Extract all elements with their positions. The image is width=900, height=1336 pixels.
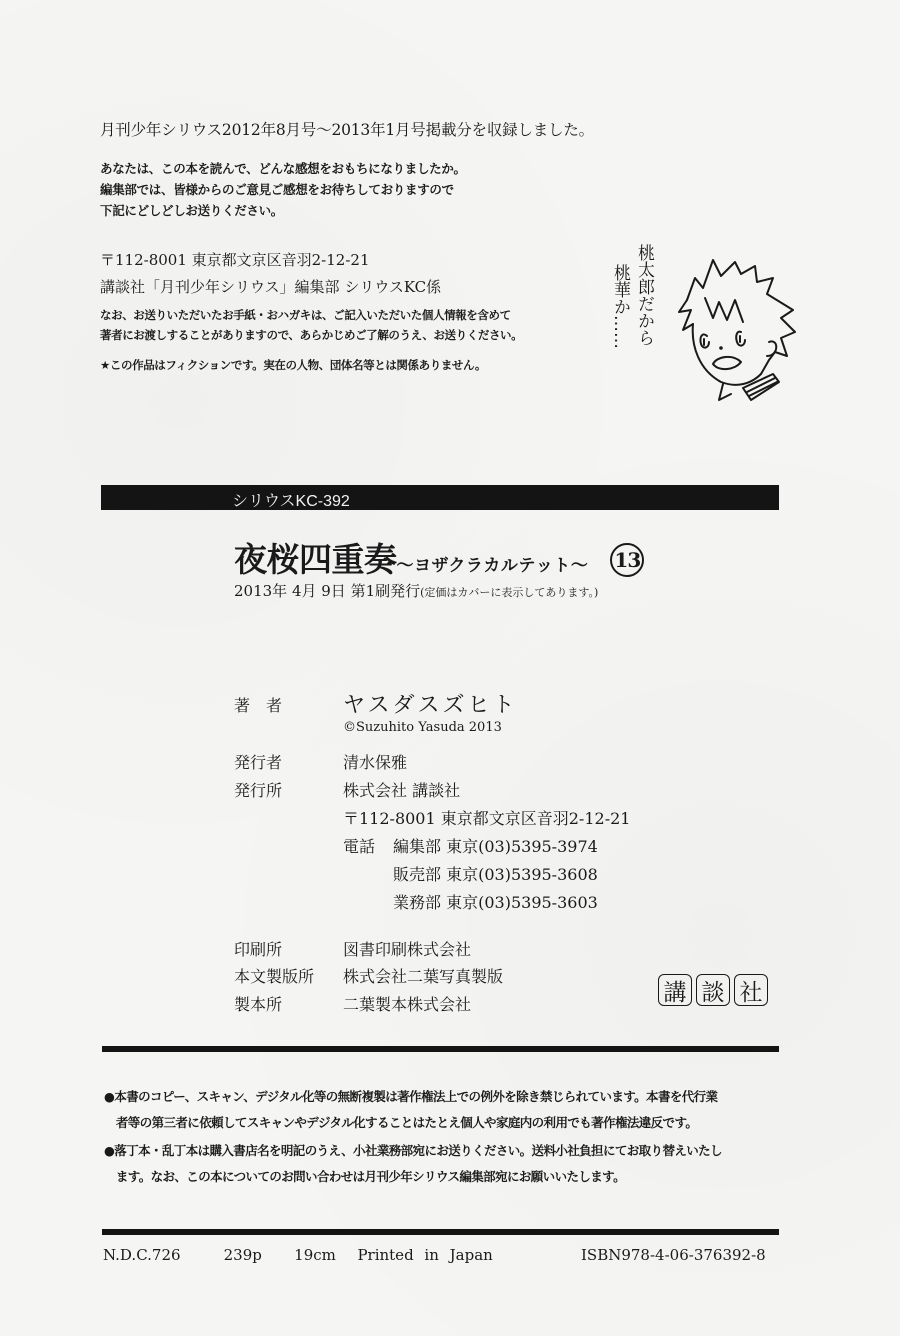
mailing-department: 講談社「月刊少年シリウス」編集部 シリウスKC係: [100, 278, 442, 296]
phone-dept: 販売部: [393, 865, 442, 884]
logo-char: 談: [696, 974, 730, 1006]
author-label: 著 者: [234, 696, 283, 715]
plate-maker-name: 株式会社二葉写真製版: [343, 967, 504, 986]
series-number: シリウスKC-392: [232, 493, 350, 510]
phone-row-operations: [393, 890, 598, 913]
price-note: (定価はカバーに表示してあります。): [420, 586, 599, 599]
phone-dept: 編集部: [393, 837, 442, 856]
publisher-person: 清水保雅: [343, 753, 408, 772]
author-name: ヤスダスズヒト: [343, 693, 518, 718]
publisher-name: 株式会社 講談社: [343, 781, 461, 800]
phone-dept: 業務部: [393, 893, 442, 912]
ndc-code: N.D.C.726: [103, 1246, 181, 1264]
title-main: 夜桜四重奏: [234, 540, 397, 579]
publication-date: [234, 580, 598, 601]
title-subtitle: 〜ヨザクラカルテット〜: [396, 556, 589, 576]
binder-label: 製本所: [234, 995, 283, 1014]
book-size: 19cm: [294, 1246, 336, 1264]
privacy-line: 著者にお渡しすることがありますので、あらかじめご了解のうえ、お送りください。: [100, 328, 523, 342]
logo-char: 講: [658, 974, 692, 1006]
sketch-caption-right: 桃太郎だから: [634, 244, 654, 346]
invite-line: あなたは、この本を読んで、どんな感想をおもちになりましたか。: [100, 161, 466, 176]
defect-replacement-notice: [104, 1138, 722, 1190]
binder-name: 二葉製本株式会社: [343, 995, 472, 1014]
divider-rule: [102, 1229, 779, 1235]
invite-line: 下記にどしどしお送りください。: [100, 203, 284, 218]
sketch-caption-left: 桃華か……: [610, 264, 630, 349]
author-sketch-illustration: [595, 238, 810, 408]
first-print-date: 2013年 4月 9日 第1刷発行: [234, 582, 421, 600]
book-title: [234, 534, 644, 581]
kodansha-logo: [658, 974, 768, 1006]
printer-name: 図書印刷株式会社: [343, 940, 472, 959]
bibliographic-info: [103, 1246, 493, 1264]
fiction-disclaimer: ★この作品はフィクションです。実在の人物、団体名等とは関係ありません。: [100, 358, 486, 372]
printer-label: 印刷所: [234, 940, 283, 959]
phone-number: 東京(03)5395-3974: [446, 837, 598, 856]
privacy-line: なお、お送りいただいたお手紙・おハガキは、ご記入いただいた個人情報を含めて: [100, 308, 511, 322]
phone-row-editorial: [393, 834, 598, 857]
divider-rule: [102, 1046, 779, 1052]
chibi-character-icon: [595, 238, 810, 408]
copy-prohibition-notice: [104, 1084, 717, 1136]
printed-in: Printed in Japan: [357, 1246, 493, 1264]
publisher-label: 発行所: [234, 781, 283, 800]
reader-feedback-invitation: [100, 158, 466, 221]
series-banner: [101, 485, 779, 510]
isbn: ISBN978-4-06-376392-8: [581, 1246, 766, 1264]
copyright-notice: ©Suzuhito Yasuda 2013: [343, 720, 502, 735]
publisher-person-label: 発行者: [234, 753, 283, 772]
mailing-address: 〒112-8001 東京都文京区音羽2-12-21: [100, 251, 370, 269]
volume-number-badge: 13: [610, 543, 644, 577]
phone-label: 電話: [343, 837, 376, 856]
phone-row-sales: [393, 862, 598, 885]
phone-number: 東京(03)5395-3608: [446, 865, 598, 884]
logo-char: 社: [734, 974, 768, 1006]
publisher-address: 〒112-8001 東京都文京区音羽2-12-21: [343, 809, 631, 828]
notice-line: 者等の第三者に依頼してスキャンやデジタル化することはたとえ個人や家庭内の利用でも著作権法違反です。: [104, 1115, 698, 1130]
collected-issues-note: 月刊少年シリウス2012年8月号〜2013年1月号掲載分を収録しました。: [100, 121, 594, 139]
plate-maker-label: 本文製版所: [234, 967, 315, 986]
notice-line: ●本書のコピー、スキャン、デジタル化等の無断複製は著作権法上での例外を除き禁じられています。本書を代行業: [104, 1089, 718, 1104]
privacy-note: [100, 305, 522, 345]
notice-line: ます。なお、この本についてのお問い合わせは月刊少年シリウス編集部宛にお願いいたします。: [104, 1169, 625, 1184]
notice-line: ●落丁本・乱丁本は購入書店名を明記のうえ、小社業務部宛にお送りください。送料小社負担にてお取り替えいたし: [104, 1143, 722, 1158]
phone-number: 東京(03)5395-3603: [446, 893, 598, 912]
invite-line: 編集部では、皆様からのご意見ご感想をお待ちしておりますので: [100, 182, 454, 197]
page-count: 239p: [223, 1246, 262, 1264]
